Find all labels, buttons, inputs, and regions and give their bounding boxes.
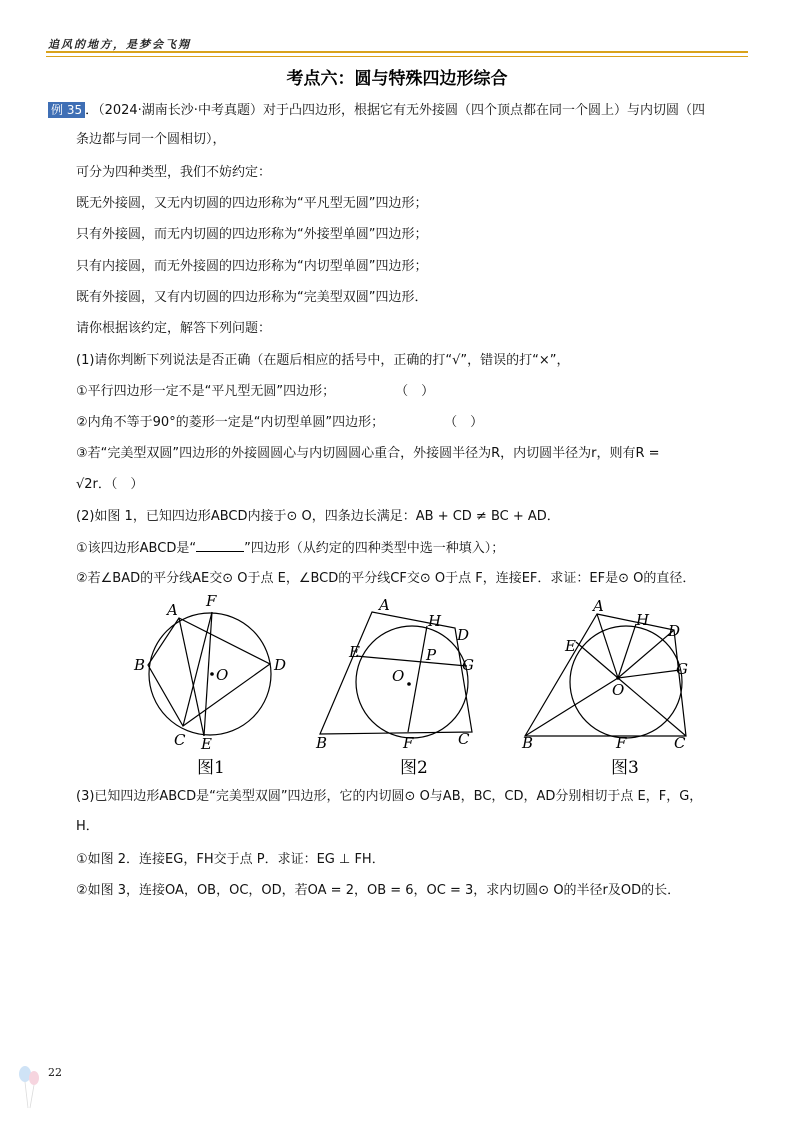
fig1-label-C: C — [174, 731, 186, 749]
question-3: (3)已知四边形ABCD是“完美型双圆”四边形，它的内切圆⊙ O与AB，BC，CD，AD分别相切于点 E，F，G， — [76, 789, 703, 804]
fig2-label-F: F — [403, 734, 414, 752]
fig1-label-B: B — [134, 656, 146, 674]
fig2-segment-EG — [356, 656, 467, 666]
fig2-center-dot — [407, 682, 411, 686]
question-1-item-1 — [76, 383, 434, 401]
question-2: (2)如图 1，已知四边形ABCD内接于⊙ O，四条边长满足：AB + CD ≠ BC + AD． — [76, 509, 560, 524]
fig1-circle — [149, 613, 271, 735]
question-1: (1)请你判断下列说法是否正确（在题后相应的括号中，正确的打“√”，错误的打“×”， — [76, 353, 570, 368]
fig3-label-F: F — [616, 734, 627, 752]
fig3-label-O: O — [612, 681, 625, 699]
question-3-item-2: ②如图 3，连接OA，OB，OC，OD，若OA = 2，OB = 6，OC = 3，求内切圆⊙ O的半径r及OD的长． — [76, 883, 681, 898]
fig3-segment-OB — [525, 678, 618, 736]
fig2-label-C: C — [458, 730, 470, 748]
figures — [0, 590, 794, 790]
fig3-label-G: G — [676, 660, 688, 678]
q2-item1-text-a: ①该四边形ABCD是“ — [76, 541, 197, 556]
fig1-label-F: F — [206, 592, 217, 610]
fig2-label-B: B — [316, 734, 328, 752]
classification-line-5: 既有外接圆，又有内切圆的四边形称为“完美型双圆”四边形． — [76, 290, 428, 305]
header-motto: 追风的地方，是梦会飞翔 — [48, 38, 191, 51]
fig2-segment-FH — [408, 626, 427, 732]
page-number: 22 — [48, 1066, 62, 1079]
question-1-item-3: ③若“完美型双圆”四边形的外接圆圆心与内切圆圆心重合，外接圆半径为R，内切圆半径为r，则有R = — [76, 446, 660, 461]
fig2-label-A: A — [379, 596, 390, 614]
fig3-label-H: H — [636, 611, 650, 629]
q2-item1-text-b: ”四边形（从约定的四种类型中选一种填入）； — [244, 541, 505, 556]
section-title: 考点六：圆与特殊四边形综合 — [286, 69, 508, 89]
fig2-label-G: G — [462, 656, 474, 674]
fig2-incircle — [356, 626, 468, 738]
question-2-item-1 — [76, 539, 504, 558]
fig3-label-A: A — [593, 597, 604, 615]
intro-line-1 — [48, 101, 705, 120]
intro-text-1: ．（2024·湖南长沙·中考真题）对于凸四边形，根据它有无外接圆（四个顶点都在同一个圆上）与内切圆（四 — [85, 103, 705, 118]
fig1-caption: 图1 — [197, 758, 225, 778]
header-rule — [46, 51, 748, 53]
fig3-label-C: C — [674, 734, 686, 752]
header-rule-thin — [46, 56, 748, 57]
example-tag: 例 35 — [48, 102, 85, 118]
question-2-item-2: ②若∠BAD的平分线AE交⊙ O于点 E，∠BCD的平分线CF交⊙ O于点 F，连接EF．求证：EF是⊙ O的直径． — [76, 571, 696, 586]
answer-paren-1: （ ） — [395, 384, 435, 399]
fig1-quadrilateral — [148, 618, 270, 726]
q1-item2-text: ②内角不等于90°的菱形一定是“内切型单圆”四边形； — [76, 415, 385, 430]
fig2-label-P: P — [426, 646, 437, 664]
question-1-item-2 — [76, 414, 483, 432]
fig2-caption: 图2 — [400, 758, 428, 778]
fig3-caption: 图3 — [611, 758, 639, 778]
fig2-label-E: E — [349, 643, 360, 661]
fig2-label-H: H — [428, 612, 442, 630]
fig3-label-D: D — [668, 622, 681, 640]
fill-blank — [196, 539, 244, 552]
question-1-item-3-cont: √2r．（ ） — [76, 477, 144, 492]
fig1-label-O: O — [216, 666, 229, 684]
classification-line-3: 只有外接圆，而无内切圆的四边形称为“外接型单圆”四边形； — [76, 227, 428, 242]
intro-line-2: 条边都与同一个圆相切）， — [76, 132, 226, 147]
fig1-label-E: E — [201, 735, 212, 753]
fig1-label-A: A — [167, 601, 178, 619]
classification-line-1: 可分为四种类型，我们不妨约定： — [76, 165, 272, 180]
instruction-line: 请你根据该约定，解答下列问题： — [76, 321, 272, 336]
fig3-center-dot — [616, 676, 620, 680]
fig3-segment-OG — [618, 670, 680, 678]
fig1-label-D: D — [274, 656, 287, 674]
fig3-incircle — [570, 626, 682, 738]
fig3-quadrilateral — [525, 614, 686, 736]
fig2-label-O: O — [392, 667, 405, 685]
classification-line-2: 既无外接圆，又无内切圆的四边形称为“平凡型无圆”四边形； — [76, 196, 428, 211]
classification-line-4: 只有内接圆，而无外接圆的四边形称为“内切型单圆”四边形； — [76, 259, 428, 274]
question-3-cont: H． — [76, 819, 99, 834]
fig1-chord-AE — [179, 618, 204, 736]
fig1-center-dot — [210, 672, 214, 676]
fig3-label-B: B — [522, 734, 534, 752]
fig2-label-D: D — [457, 626, 470, 644]
question-3-item-1: ①如图 2．连接EG，FH交于点 P．求证：EG ⊥ FH． — [76, 852, 385, 867]
balloon-decoration — [16, 1062, 46, 1112]
answer-paren-2: （ ） — [444, 415, 484, 430]
fig3-label-E: E — [565, 637, 576, 655]
q1-item1-text: ①平行四边形一定不是“平凡型无圆”四边形； — [76, 384, 336, 399]
